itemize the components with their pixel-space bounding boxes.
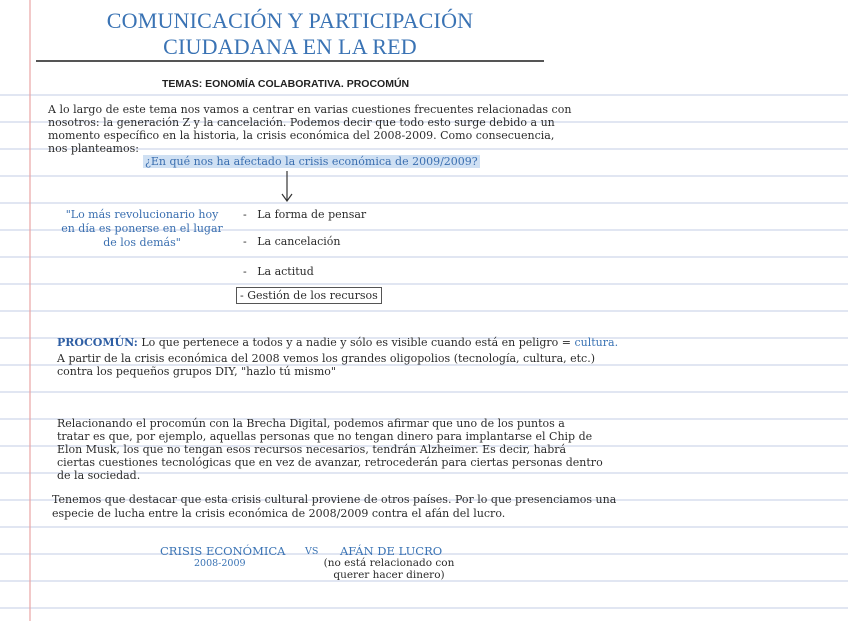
highlighted-question: ¿En qué nos ha afectado la crisis económica de 2009/2009? xyxy=(145,155,478,168)
brecha-line-5: de la sociedad. xyxy=(57,469,141,482)
title-underline xyxy=(36,60,544,62)
procomun-definition-text: Lo que pertenece a todos y a nadie y sólo es visible cuando está en peligro = xyxy=(141,336,571,349)
list-dash: - xyxy=(240,289,244,302)
conclusion-line-2: especie de lucha entre la crisis económica de 2008/2009 contra el afán del lucro. xyxy=(52,507,506,520)
procomun-label: PROCOMÚN: xyxy=(57,336,138,349)
effect-label: La forma de pensar xyxy=(257,208,367,221)
procomun-definition xyxy=(57,336,618,349)
versus-right-note: (no está relacionado con querer hacer dinero) xyxy=(323,557,455,581)
procomun-keyword: cultura. xyxy=(574,336,619,349)
effect-label: Gestión de los recursos xyxy=(247,289,378,302)
versus-left: CRISIS ECONÓMICA xyxy=(160,544,286,558)
procomun-line-2: A partir de la crisis económica del 2008 vemos los grandes oligopolios (tecnología, cultura, etc.) xyxy=(57,352,595,365)
effect-item-2 xyxy=(243,235,341,248)
versus-left-sub: 2008-2009 xyxy=(194,558,246,569)
list-dash: - xyxy=(243,265,247,278)
intro-line-2: nosotros: la generación Z y la cancelación. Podemos decir que todo esto surge debido a un xyxy=(48,116,555,129)
brecha-line-1: Relacionando el procomún con la Brecha Digital, podemos afirmar que uno de los puntos a xyxy=(57,417,565,430)
procomun-line-3: contra los pequeños grupos DIY, "hazlo tú mismo" xyxy=(57,365,336,378)
intro-line-3: momento específico en la historia, la crisis económica del 2008-2009. Como consecuencia, xyxy=(48,129,555,142)
versus-vs: VS xyxy=(305,546,319,557)
intro-line-4: nos planteamos: xyxy=(48,142,139,155)
topics-subtitle: TEMAS: EONOMÍA COLABORATIVA. PROCOMÚN xyxy=(162,78,410,90)
list-dash: - xyxy=(243,235,247,248)
brecha-line-3: Elon Musk, los que no tengan esos recursos necesarios, tendrán Alzheimer. Es decir, habrá xyxy=(57,443,567,456)
effect-item-1 xyxy=(243,208,366,221)
effect-item-boxed xyxy=(236,287,382,304)
list-dash: - xyxy=(243,208,247,221)
quote-text: "Lo más revolucionario hoy en día es ponerse en el lugar de los demás" xyxy=(61,208,223,249)
versus-right: AFÁN DE LUCRO xyxy=(340,544,443,558)
effect-label: La cancelación xyxy=(257,235,341,248)
page-title: COMUNICACIÓN Y PARTICIPACIÓN CIUDADANA EN LA RED xyxy=(106,8,474,59)
down-arrow-icon xyxy=(279,170,295,204)
effect-item-3 xyxy=(243,265,314,278)
brecha-line-2: tratar es que, por ejemplo, aquellas personas que no tengan dinero para implantarse el Chip de xyxy=(57,430,593,443)
brecha-line-4: ciertas cuestiones tecnológicas que en vez de avanzar, retrocederán para ciertas personas dentro xyxy=(57,456,603,469)
intro-line-1: A lo largo de este tema nos vamos a centrar en varias cuestiones frecuentes relacionadas con xyxy=(48,103,572,116)
effect-label: La actitud xyxy=(257,265,314,278)
conclusion-line-1: Tenemos que destacar que esta crisis cultural proviene de otros países. Por lo que presenciamos una xyxy=(52,493,617,506)
